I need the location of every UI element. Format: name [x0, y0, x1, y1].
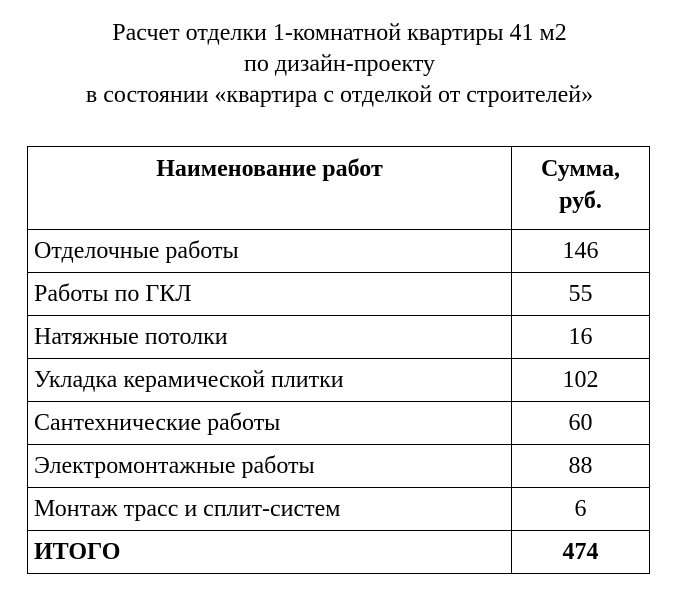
row-work-name: Сантехнические работы [28, 402, 512, 445]
title-line-2: по дизайн-проекту [243, 51, 435, 77]
total-sum: 474 [512, 531, 650, 574]
total-row [28, 531, 650, 574]
row-work-name: Работы по ГКЛ [28, 273, 512, 316]
row-sum: 16 [512, 316, 650, 359]
row-work-name: Монтаж трасс и сплит-систем [28, 488, 512, 531]
table-header-row [28, 147, 650, 230]
table-row [28, 359, 650, 402]
table-row [28, 273, 650, 316]
row-work-name: Отделочные работы [28, 230, 512, 273]
header-work-name: Наименование работ [28, 147, 512, 230]
table-row [28, 445, 650, 488]
table-row [28, 230, 650, 273]
row-work-name: Натяжные потолки [28, 316, 512, 359]
table-row [28, 316, 650, 359]
document-title [0, 18, 679, 111]
header-sum-line-1: Сумма, [541, 156, 620, 182]
header-sum-line-2: руб. [559, 188, 602, 214]
row-sum: 55 [512, 273, 650, 316]
row-sum: 146 [512, 230, 650, 273]
row-sum: 60 [512, 402, 650, 445]
table-row [28, 488, 650, 531]
cost-table [27, 146, 650, 574]
title-line-3: в состоянии «квартира с отделкой от строителей» [85, 82, 594, 108]
row-work-name: Электромонтажные работы [28, 445, 512, 488]
table-row [28, 402, 650, 445]
total-label: ИТОГО [28, 531, 512, 574]
row-sum: 6 [512, 488, 650, 531]
title-line-1: Расчет отделки 1-комнатной квартиры 41 м2 [112, 20, 567, 46]
header-sum [512, 147, 650, 230]
row-sum: 102 [512, 359, 650, 402]
row-work-name: Укладка керамической плитки [28, 359, 512, 402]
row-sum: 88 [512, 445, 650, 488]
